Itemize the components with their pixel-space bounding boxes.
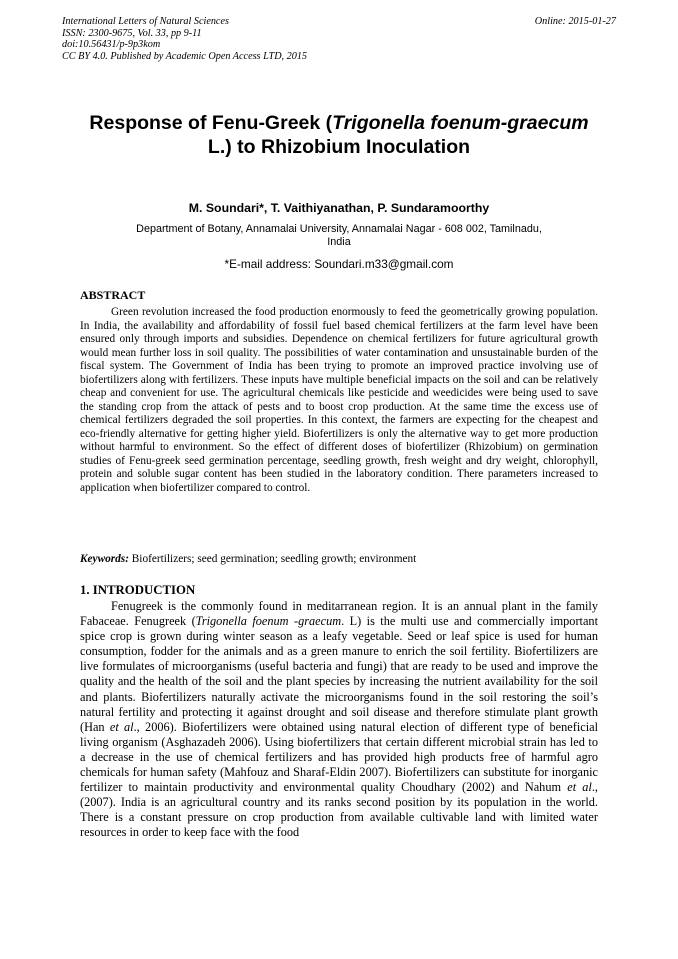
intro-text-4: ., (2007). India is an agricultural country and its ranks second position by its population in the world. There is a constant pressure on crop production from available cultivable land with limited water resources in order to keep face with the food — [80, 780, 599, 840]
keywords-label: Keywords: — [80, 553, 129, 565]
keywords — [80, 553, 598, 567]
email-address: *E-mail address: Soundari.m33@gmail.com — [224, 257, 454, 271]
title-part1: Response of Fenu-Greek ( — [89, 112, 333, 134]
license-line: CC BY 4.0. Published by Academic Open Access LTD, 2015 — [62, 50, 308, 62]
doi-line: doi:10.56431/p-9p3kom — [62, 39, 161, 50]
paper-title — [80, 111, 598, 159]
online-date: Online: 2015-01-27 — [534, 16, 616, 27]
intro-italic-3: et al — [567, 780, 592, 795]
abstract-text: Green revolution increased the food production enormously to feed the geometrically growing population. In India, the availability and affordability of fossil fuel based chemical fertilizers at the farm level have been ensured only through imports and subsidies. Dependence on chemical fertilizers for future agricultural growth would mean further loss in soil quality. The possibilities of water contamination and unsustainable burden of the fiscal system. The Government of India has been trying to promote an improved practice involving use of biofertilizers along with fertilizers. These inputs have multiple beneficial impacts on the soil and can be relatively cheap and convenient for use. The agricultural chemicals like pesticide and weedicides were being used to save the standing crop from the attack of pests and to boost crop production. At the same time the excess use of chemical fertilizers degraded the soil properties. In this context, the farmers are expecting for the cheapest and eco-friendly alternative for getting higher yield. Biofertilizers is only the alternative way to get more production without harmful to environment. So the effect of different doses of biofertilizer (Rhizobium) on germination studies of Fenu-greek seed germination percentage, seedling growth, fresh weight and dry weight, chlorophyll, protein and soluble sugar content has been studied in the laboratory condition. There parameters increased to application when biofertilizer compared to control. — [80, 306, 598, 494]
abstract-heading: ABSTRACT — [80, 288, 146, 302]
issn-line: ISSN: 2300-9675, Vol. 33, pp 9-11 — [62, 27, 202, 39]
intro-italic-1: Trigonella foenum -graecum — [195, 614, 342, 629]
affiliation: Department of Botany, Annamalai University, Annamalai Nagar - 608 002, Tamilnadu, India — [136, 223, 542, 248]
intro-text-3: ., 2006). Biofertilizers were obtained using natural election of different type of beneficial living organism (Asghazadeh 2006). Using biofertilizers that certain different microbial strain has led to a decrease in the use of chemical fertilizers and has provided high products free of harmful agro chemicals for human safety (Mahfouz and Sharaf-Eldin 2007). Biofertilizers can substitute for inorganic fertilizer to maintain productivity and environmental quality Choudhary (2002) and Nahum — [80, 719, 599, 795]
authors: M. Soundari*, T. Vaithiyanathan, P. Sundaramoorthy — [188, 201, 490, 215]
introduction-heading: 1. INTRODUCTION — [80, 583, 196, 597]
journal-header — [62, 16, 616, 62]
journal-name: International Letters of Natural Sciences — [62, 16, 229, 27]
intro-italic-2: et al — [109, 719, 134, 734]
introduction-text — [80, 599, 598, 841]
title-part2: L.) to Rhizobium Inoculation — [207, 136, 471, 158]
intro-text-1: Fenugreek is the commonly found in meditarranean region. It is an annual plant in the family Fabaceae. Fenugreek ( — [80, 599, 598, 629]
keywords-text: Biofertilizers; seed germination; seedling growth; environment — [128, 553, 417, 565]
title-species: Trigonella foenum-graecum — [332, 112, 589, 134]
intro-text-2: . L) is the multi use and commercially important spice crop is grown during winter season as a leafy vegetable. Seed or leaf spice is used for human consumption, fodder for the animals and as a green manure to enrich the soil fertility. Biofertilizers are live formulates of microorganisms (useful bacteria and fungi) that are ready to be used and improve the quality and the health of the soil and the plant species by increasing the nutrient availability for the soil and plants. Biofertilizers naturally activate the microorganisms found in the soil restoring the soil’s natural fertility and protecting it against drought and soil disease and therefore stimulate plant growth (Han — [80, 614, 598, 734]
